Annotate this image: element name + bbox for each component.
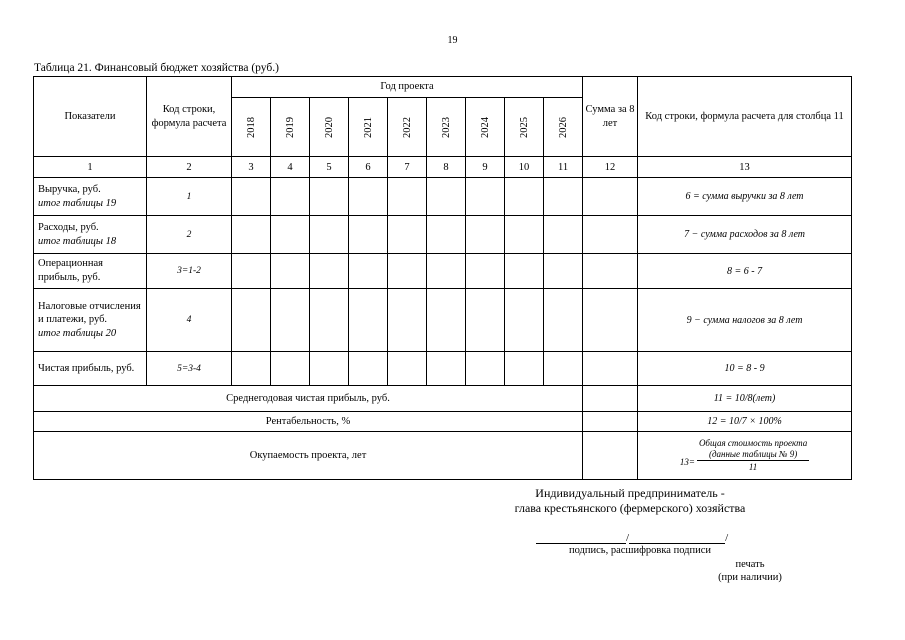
payback-formula (638, 438, 851, 473)
row-label: Расходы, руб. (38, 221, 99, 233)
header-indicators: Показатели (34, 77, 147, 157)
payback-numerator-line1: Общая стоимость проекта (698, 437, 808, 448)
row-label: Налоговые отчисления и платежи, руб. (38, 300, 141, 326)
row-label: Выручка, руб. (38, 183, 101, 195)
year-label: 2025 (518, 116, 530, 138)
data-cell[interactable] (310, 254, 349, 289)
column-number: 2 (147, 157, 232, 178)
data-cell[interactable] (388, 352, 427, 386)
data-cell[interactable] (466, 352, 505, 386)
payback-numerator (697, 438, 809, 462)
sum-cell[interactable] (583, 352, 638, 386)
data-cell[interactable] (427, 289, 466, 352)
data-cell[interactable] (466, 289, 505, 352)
column-number: 6 (349, 157, 388, 178)
column-number: 13 (638, 157, 852, 178)
year-label: 2026 (557, 116, 569, 138)
data-cell[interactable] (271, 289, 310, 352)
year-cell (427, 98, 466, 157)
data-cell[interactable] (427, 254, 466, 289)
year-label: 2024 (479, 116, 491, 138)
data-cell[interactable] (505, 178, 544, 216)
column-number: 4 (271, 157, 310, 178)
signature-title (500, 486, 760, 516)
payback-label: Окупаемость проекта, лет (34, 432, 583, 480)
row-note: итог таблицы 18 (38, 235, 117, 247)
data-cell[interactable] (388, 289, 427, 352)
financial-budget-table (33, 76, 852, 480)
data-cell[interactable] (466, 216, 505, 254)
data-cell[interactable] (232, 289, 271, 352)
stamp-line2: (при наличии) (718, 572, 782, 583)
column-number: 3 (232, 157, 271, 178)
sum-cell[interactable] (583, 289, 638, 352)
data-cell[interactable] (271, 352, 310, 386)
row-code: 2 (147, 216, 232, 254)
signature-name-blank[interactable] (629, 533, 725, 544)
signature-blank[interactable] (536, 533, 626, 544)
table-row (34, 352, 852, 386)
table-row (34, 289, 852, 352)
data-cell[interactable] (544, 216, 583, 254)
signature-slash-end: / (725, 532, 729, 544)
data-cell[interactable] (349, 216, 388, 254)
year-cell (544, 98, 583, 157)
stamp-line1: печать (735, 559, 765, 570)
column-number: 5 (310, 157, 349, 178)
data-cell[interactable] (349, 352, 388, 386)
year-cell (232, 98, 271, 157)
data-cell[interactable] (388, 254, 427, 289)
page-number: 19 (447, 35, 458, 46)
data-cell[interactable] (427, 216, 466, 254)
row-formula: 7 − сумма расходов за 8 лет (638, 216, 852, 254)
column-number: 12 (583, 157, 638, 178)
table-row (34, 254, 852, 289)
table-row (34, 216, 852, 254)
data-cell[interactable] (388, 178, 427, 216)
data-cell[interactable] (544, 254, 583, 289)
profitability-value[interactable] (583, 412, 638, 432)
avg-profit-label: Среднегодовая чистая прибыль, руб. (34, 386, 583, 412)
row-label-cell (34, 178, 147, 216)
column-number: 1 (34, 157, 147, 178)
payback-fraction (697, 438, 809, 473)
data-cell[interactable] (544, 352, 583, 386)
column-number: 11 (544, 157, 583, 178)
signature-title-line2: глава крестьянского (фермерского) хозяйства (514, 501, 746, 515)
stamp-note (700, 558, 800, 584)
data-cell[interactable] (505, 289, 544, 352)
data-cell[interactable] (232, 178, 271, 216)
signature-caption: подпись, расшифровка подписи (568, 545, 712, 556)
profitability-formula: 12 = 10/7 × 100% (638, 412, 852, 432)
data-cell[interactable] (310, 178, 349, 216)
data-cell[interactable] (349, 178, 388, 216)
row-code: 4 (147, 289, 232, 352)
header-project-year: Год проекта (232, 77, 583, 98)
payback-formula-prefix: 13= (679, 457, 695, 468)
data-cell[interactable] (271, 254, 310, 289)
data-cell[interactable] (505, 352, 544, 386)
payback-numerator-line2: (данные таблицы № 9) (708, 448, 798, 459)
row-code: 5=3-4 (147, 352, 232, 386)
year-cell (310, 98, 349, 157)
data-cell[interactable] (271, 216, 310, 254)
data-cell[interactable] (310, 352, 349, 386)
row-formula: 8 = 6 - 7 (638, 254, 852, 289)
data-cell[interactable] (427, 178, 466, 216)
data-cell[interactable] (232, 216, 271, 254)
summary-row-avg-profit (34, 386, 852, 412)
year-label: 2018 (245, 116, 257, 138)
row-formula: 9 − сумма налогов за 8 лет (638, 289, 852, 352)
sum-cell[interactable] (583, 216, 638, 254)
data-cell[interactable] (427, 352, 466, 386)
row-label: Операционная прибыль, руб. (38, 258, 103, 283)
row-formula: 10 = 8 - 9 (638, 352, 852, 386)
column-number: 8 (427, 157, 466, 178)
sum-cell[interactable] (583, 178, 638, 216)
year-cell (388, 98, 427, 157)
row-formula: 6 = сумма выручки за 8 лет (638, 178, 852, 216)
profitability-label: Рентабельность, % (34, 412, 583, 432)
year-label: 2021 (362, 116, 374, 138)
year-cell (271, 98, 310, 157)
summary-row-profitability (34, 412, 852, 432)
year-cell (349, 98, 388, 157)
row-note: итог таблицы 20 (38, 327, 117, 339)
row-label-cell (34, 216, 147, 254)
data-cell[interactable] (271, 178, 310, 216)
data-cell[interactable] (466, 254, 505, 289)
column-number-row (34, 157, 852, 178)
year-cell (505, 98, 544, 157)
data-cell[interactable] (310, 216, 349, 254)
row-label: Чистая прибыль, руб. (38, 362, 135, 374)
row-label-cell (34, 289, 147, 352)
year-label: 2022 (401, 116, 413, 138)
year-cell (466, 98, 505, 157)
data-cell[interactable] (349, 254, 388, 289)
row-label-cell (34, 254, 147, 289)
row-note: итог таблицы 19 (38, 197, 117, 209)
year-label: 2019 (284, 116, 296, 138)
column-number: 9 (466, 157, 505, 178)
signature-slash: / (626, 532, 630, 544)
summary-row-payback (34, 432, 852, 480)
payback-formula-cell (638, 432, 852, 480)
sum-cell[interactable] (583, 254, 638, 289)
data-cell[interactable] (544, 289, 583, 352)
column-number: 7 (388, 157, 427, 178)
header-sum: Сумма за 8 лет (583, 77, 638, 157)
payback-denominator: 11 (748, 462, 758, 473)
data-cell[interactable] (505, 254, 544, 289)
column-number: 10 (505, 157, 544, 178)
row-code: 3=1-2 (147, 254, 232, 289)
year-label: 2023 (440, 116, 452, 138)
row-code: 1 (147, 178, 232, 216)
data-cell[interactable] (310, 289, 349, 352)
header-code-formula: Код строки, формула расчета (147, 77, 232, 157)
data-cell[interactable] (544, 178, 583, 216)
signature-title-line1: Индивидуальный предприниматель - (535, 486, 725, 500)
data-cell[interactable] (232, 352, 271, 386)
data-cell[interactable] (232, 254, 271, 289)
header-col13: Код строки, формула расчета для столбца 11 (638, 77, 852, 157)
avg-profit-value[interactable] (583, 386, 638, 412)
table-caption: Таблица 21. Финансовый бюджет хозяйства (руб.) (34, 62, 279, 74)
row-label-cell (34, 352, 147, 386)
avg-profit-formula: 11 = 10/8(лет) (638, 386, 852, 412)
data-cell[interactable] (388, 216, 427, 254)
signature-line[interactable] (536, 532, 728, 544)
data-cell[interactable] (505, 216, 544, 254)
year-label: 2020 (323, 116, 335, 138)
data-cell[interactable] (466, 178, 505, 216)
table-row (34, 178, 852, 216)
payback-value[interactable] (583, 432, 638, 480)
data-cell[interactable] (349, 289, 388, 352)
